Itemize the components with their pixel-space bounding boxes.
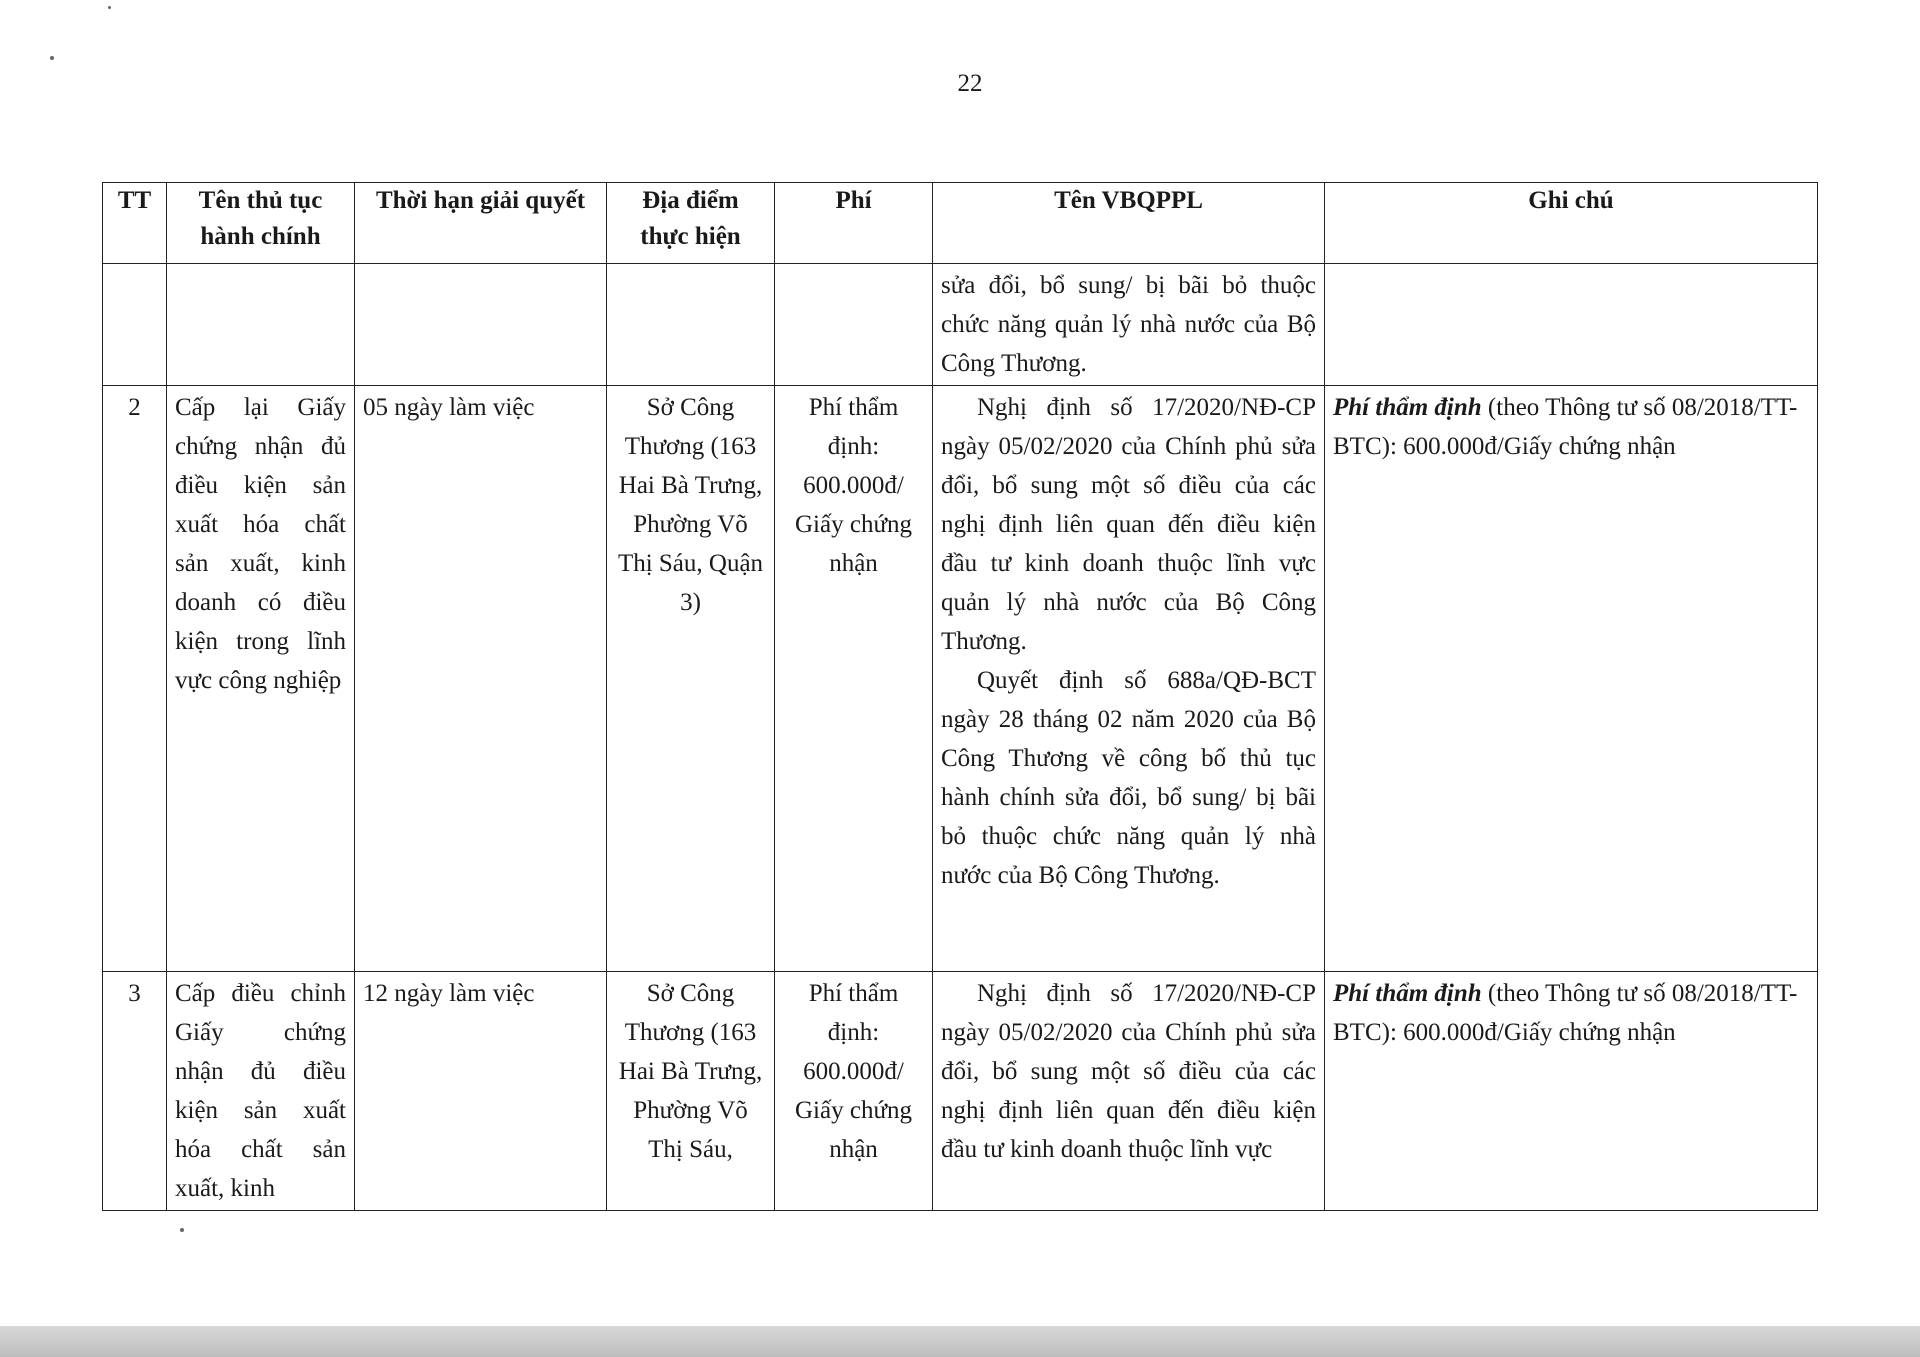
cell-tt: 3 [103, 972, 167, 1211]
cell-fee: Phí thẩm định: 600.000đ/ Giấy chứng nhận [775, 386, 933, 972]
cell-place: Sở Công Thương (163 Hai Bà Trưng, Phường Võ Thị Sáu, [607, 972, 775, 1211]
header-note: Ghi chú [1325, 183, 1818, 264]
note-text: (theo Thông tư số 08/2018/TT-BTC): 600.000đ/Giấy chứng nhận [1333, 980, 1798, 1046]
note-label: Phí thẩm định [1333, 394, 1482, 421]
scan-speck [180, 1228, 184, 1232]
page-number: 22 [957, 70, 983, 97]
header-processing-time: Thời hạn giải quyết [355, 183, 607, 264]
law-paragraph: Nghị định số 17/2020/NĐ-CP ngày 05/02/2020 của Chính phủ sửa đổi, bổ sung một số điều của các nghị định liên quan đến điều kiện đầu tư kinh doanh thuộc lĩnh vực [941, 980, 1316, 1163]
header-procedure-name: Tên thủ tục hành chính [167, 183, 355, 264]
law-paragraph: sửa đổi, bổ sung/ bị bãi bỏ thuộc chức năng quản lý nhà nước của Bộ Công Thương. [941, 272, 1316, 377]
cell-note [1325, 264, 1818, 386]
table-row [103, 972, 1818, 1211]
cell-note [1325, 386, 1818, 972]
cell-place [607, 264, 775, 386]
cell-time: 05 ngày làm việc [355, 386, 607, 972]
cell-name [167, 264, 355, 386]
cell-tt [103, 264, 167, 386]
table-row-continuation [103, 264, 1818, 386]
procedures-table [102, 182, 1818, 1211]
header-fee: Phí [775, 183, 933, 264]
cell-law [933, 972, 1325, 1211]
header-tt: TT [103, 183, 167, 264]
cell-fee: Phí thẩm định: 600.000đ/ Giấy chứng nhận [775, 972, 933, 1211]
cell-law [933, 264, 1325, 386]
scan-speck [108, 6, 111, 9]
scan-speck [50, 56, 54, 60]
cell-tt: 2 [103, 386, 167, 972]
cell-note [1325, 972, 1818, 1211]
header-location: Địa điểm thực hiện [607, 183, 775, 264]
law-paragraph: Quyết định số 688a/QĐ-BCT ngày 28 tháng 02 năm 2020 của Bộ Công Thương về công bố thủ tục hành chính sửa đổi, bổ sung/ bị bãi bỏ thuộc chức năng quản lý nhà nước của Bộ Công Thương. [941, 667, 1316, 889]
cell-time [355, 264, 607, 386]
scan-bottom-edge [0, 1326, 1920, 1357]
cell-place: Sở Công Thương (163 Hai Bà Trưng, Phường Võ Thị Sáu, Quận 3) [607, 386, 775, 972]
note-text: (theo Thông tư số 08/2018/TT-BTC): 600.000đ/Giấy chứng nhận [1333, 394, 1798, 460]
cell-time: 12 ngày làm việc [355, 972, 607, 1211]
cell-law [933, 386, 1325, 972]
note-label: Phí thẩm định [1333, 980, 1482, 1007]
table-header-row [103, 183, 1818, 264]
table-row [103, 386, 1818, 972]
header-legal-document: Tên VBQPPL [933, 183, 1325, 264]
law-paragraph: Nghị định số 17/2020/NĐ-CP ngày 05/02/2020 của Chính phủ sửa đổi, bổ sung một số điều của các nghị định liên quan đến điều kiện đầu tư kinh doanh thuộc lĩnh vực quản lý nhà nước của Bộ Công Thương. [941, 394, 1316, 655]
cell-name: Cấp điều chỉnh Giấy chứng nhận đủ điều kiện sản xuất hóa chất sản xuất, kinh [167, 972, 355, 1211]
cell-fee [775, 264, 933, 386]
cell-name: Cấp lại Giấy chứng nhận đủ điều kiện sản xuất hóa chất sản xuất, kinh doanh có điều kiện trong lĩnh vực công nghiệp [167, 386, 355, 972]
